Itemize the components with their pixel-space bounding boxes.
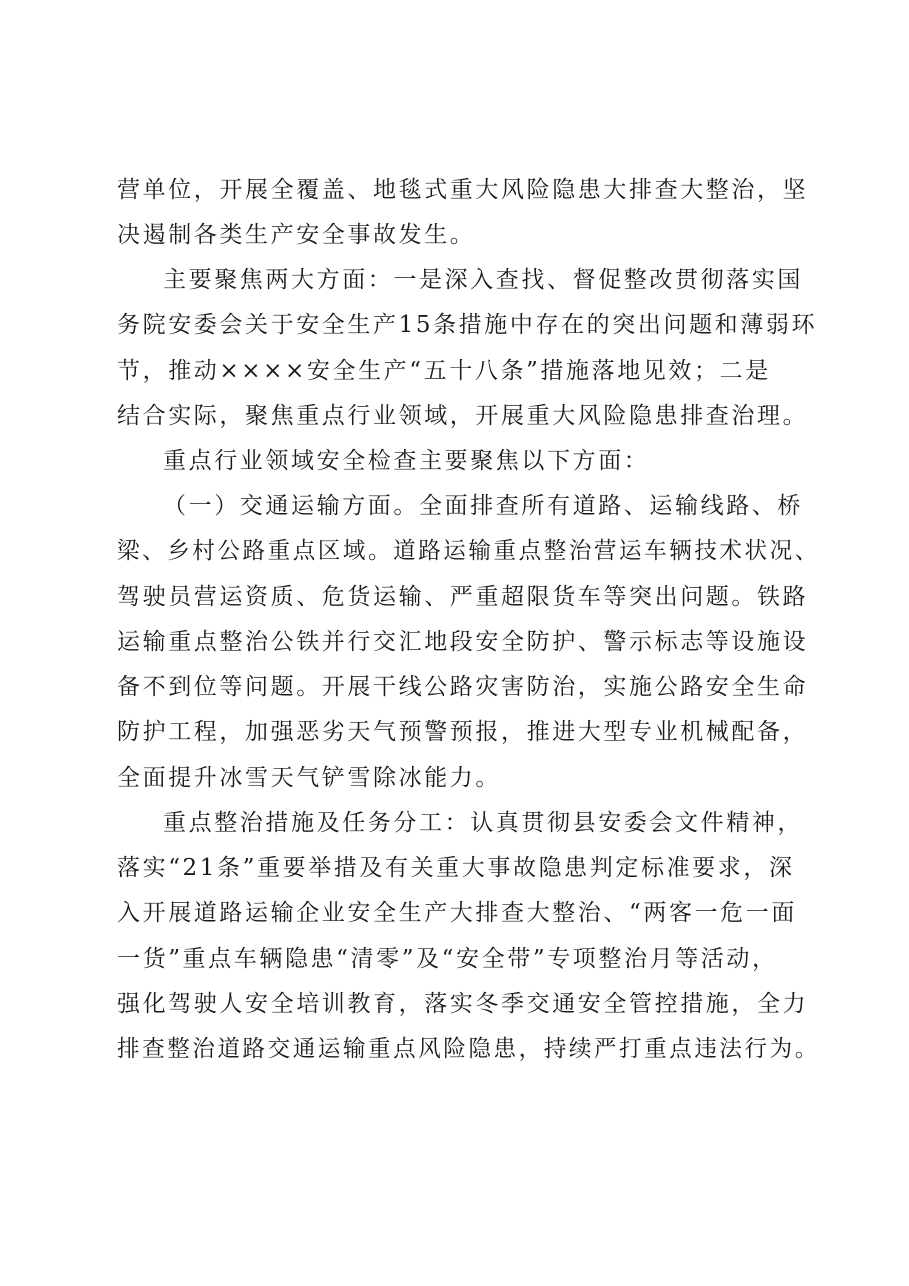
text-line: 备不到位等问题。开展干线公路灾害防治，实施公路安全生命	[117, 674, 809, 700]
text-line: 防护工程，加强恶劣天气预警预报，推进大型专业机械配备，	[117, 719, 809, 745]
text-line: 节，推动××××安全生产“五十八条”措施落地见效；二是	[117, 358, 771, 384]
text-line: 营单位，开展全覆盖、地毯式重大风险隐患大排查大整治，坚	[117, 177, 809, 203]
paragraph-start-line: 重点行业领域安全检查主要聚焦以下方面：	[163, 448, 650, 474]
paragraph-start-line: 重点整治措施及任务分工：认真贯彻县安委会文件精神，	[163, 810, 803, 836]
text-line: 运输重点整治公铁并行交汇地段安全防护、警示标志等设施设	[117, 629, 809, 655]
text-line: 务院安委会关于安全生产15条措施中存在的突出问题和薄弱环	[117, 312, 818, 338]
text-line: 决遏制各类生产安全事故发生。	[117, 222, 476, 248]
text-line: 梁、乡村公路重点区域。道路运输重点整治营运车辆技术状况、	[117, 538, 820, 564]
text-line: 排查整治道路交通运输重点风险隐患，持续严打重点违法行为。	[117, 1036, 820, 1062]
paragraph-start-line: 主要聚焦两大方面：一是深入查找、督促整改贯彻落实国	[163, 267, 803, 293]
text-line: 全面提升冰雪天气铲雪除冰能力。	[117, 765, 501, 791]
text-line: 驾驶员营运资质、危货运输、严重超限货车等突出问题。铁路	[117, 584, 809, 610]
text-line: 强化驾驶人安全培训教育，落实冬季交通安全管控措施，全力	[117, 991, 809, 1017]
text-line: 结合实际，聚焦重点行业领域，开展重大风险隐患排查治理。	[117, 403, 809, 429]
text-line: 一货”重点车辆隐患“清零”及“安全带”专项整治月等活动，	[117, 946, 778, 972]
text-line: 落实“21条”重要举措及有关重大事故隐患判定标准要求，深	[117, 855, 795, 881]
text-line: 入开展道路运输企业安全生产大排查大整治、“两客一危一面	[117, 900, 797, 926]
section-heading-line: （一）交通运输方面。全面排查所有道路、运输线路、桥	[163, 493, 803, 519]
